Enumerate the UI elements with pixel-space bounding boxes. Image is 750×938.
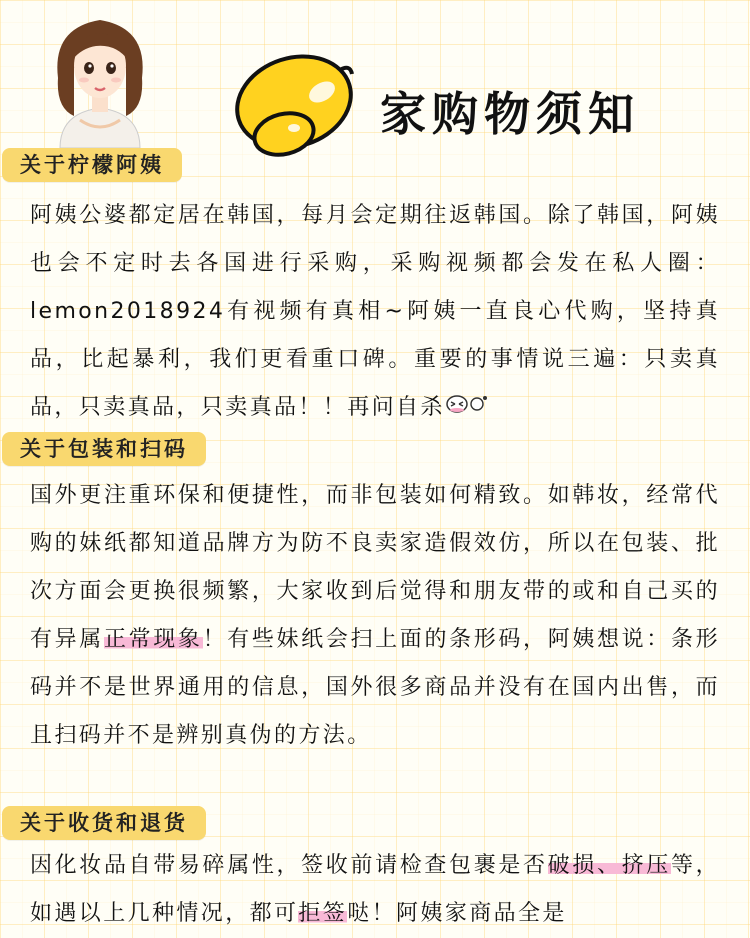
faint-face-emoji: [445, 384, 491, 432]
page-title: 家购物须知: [380, 87, 640, 141]
paragraph-packaging: [30, 472, 720, 760]
section-tag-about-aunt: 关于柠檬阿姨: [2, 148, 182, 182]
header: [0, 0, 750, 150]
highlight-text: 正常现象: [103, 627, 203, 652]
lemon-icon: [222, 50, 362, 160]
paragraph-text: 哒！阿姨家商品全是: [347, 901, 567, 926]
section-tag-receiving: 关于收货和退货: [2, 806, 206, 840]
section-tag-packaging: 关于包装和扫码: [2, 432, 206, 466]
paragraph-text: 阿姨公婆都定居在韩国，每月会定期往返韩国。除了韩国，阿姨也会不定时去各国进行采购，采购视频都会发在私人圈：lemon2018924有视频有真相~阿姨一直良心代购，坚持真品，比起暴利，我们更看重口碑。重要的事情说三遍：只卖真品，只卖真品，只卖真品！！再问自杀: [30, 203, 720, 420]
paragraph-text: 国外更注重环保和便捷性，而非包装如何精致。如韩妆，经常代购的妹纸都知道品牌方为防不良卖家造假效仿，所以在包装、批次方面会更换很频繁，大家收到后觉得和朋友带的或和自己买的有异属: [30, 483, 720, 652]
paragraph-about-aunt: [30, 192, 720, 432]
highlight-text: 破损、挤压: [547, 853, 671, 878]
paragraph-text: 等，如遇以上几种情况，都可: [30, 853, 720, 926]
paragraph-text: 因化妆品自带易碎属性，签收前请检查包裹是否: [30, 853, 548, 878]
highlight-text: 拒签: [298, 901, 348, 926]
avatar: [40, 8, 160, 148]
paragraph-receiving: [30, 842, 720, 938]
paragraph-text: ！有些妹纸会扫上面的条形码，阿姨想说：条形码并不是世界通用的信息，国外很多商品并没有在国内出售，而且扫码并不是辨别真伪的方法。: [30, 627, 721, 748]
